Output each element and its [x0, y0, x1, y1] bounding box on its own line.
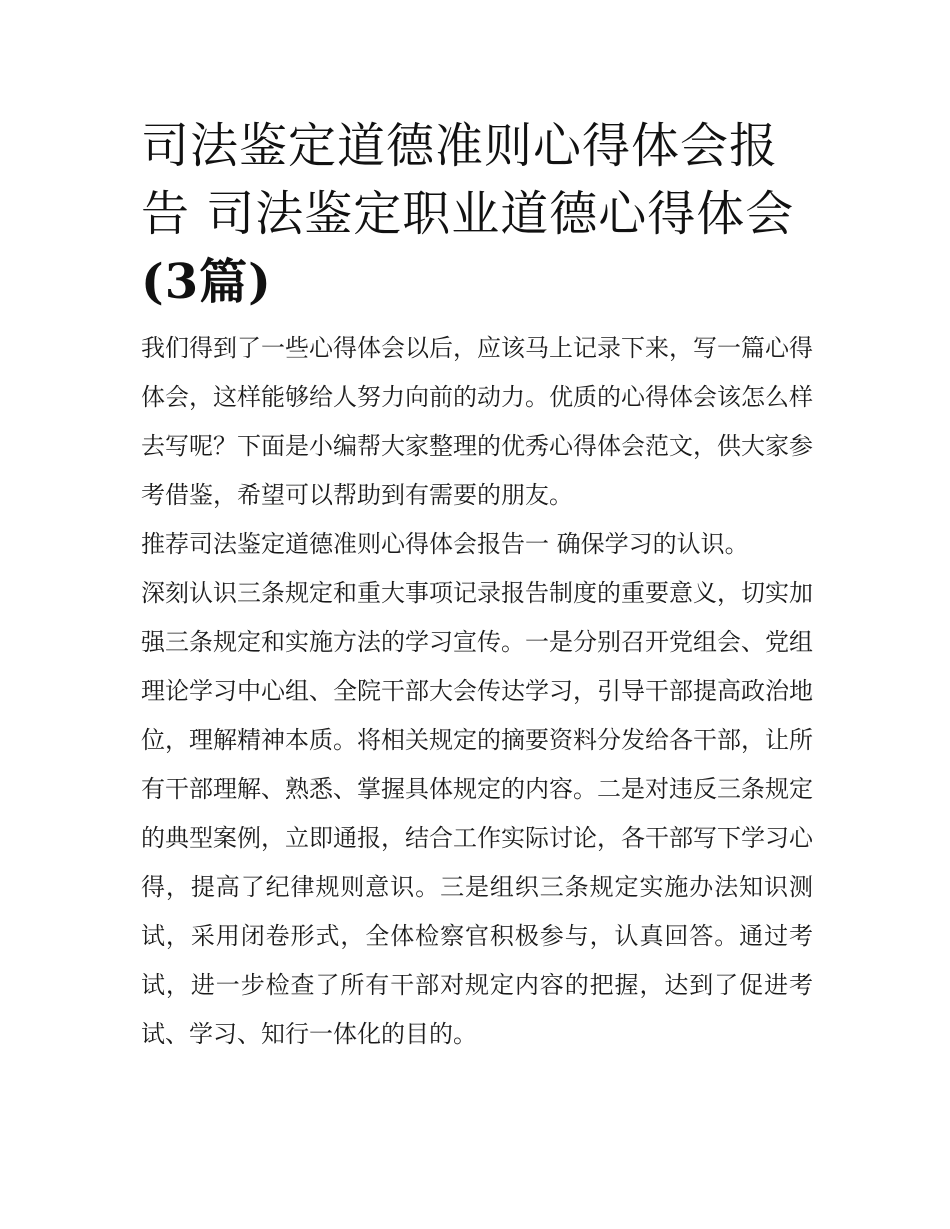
document-body: [141, 112, 813, 1059]
body-paragraph: 深刻认识三条规定和重大事项记录报告制度的重要意义，切实加强三条规定和实施方法的学习宣传。一是分别召开党组会、党组理论学习中心组、全院干部大会传达学习，引导干部提高政治地位，理解精神本质。将相关规定的摘要资料分发给各干部，让所有干部理解、熟悉、掌握具体规定的内容。二是对违反三条规定的典型案例，立即通报，结合工作实际讨论，各干部写下学习心得，提高了纪律规则意识。三是组织三条规定实施办法知识测试，采用闭卷形式，全体检察官积极参与，认真回答。通过考试，进一步检查了所有干部对规定内容的把握，达到了促进考试、学习、知行一体化的目的。: [141, 579, 813, 1048]
document-title: [141, 112, 813, 316]
intro-paragraph: 我们得到了一些心得体会以后，应该马上记录下来，写一篇心得体会，这样能够给人努力向前的动力。优质的心得体会该怎么样去写呢？下面是小编帮大家整理的优秀心得体会范文，供大家参考借鉴，希望可以帮助到有需要的朋友。: [141, 334, 813, 509]
document-title-text: 司法鉴定道德准则心得体会报告 司法鉴定职业道德心得体会: [141, 118, 795, 242]
document-title-suffix: (3篇): [141, 254, 272, 310]
section-heading-paragraph: 推荐司法鉴定道德准则心得体会报告一 确保学习的认识。: [141, 530, 749, 558]
